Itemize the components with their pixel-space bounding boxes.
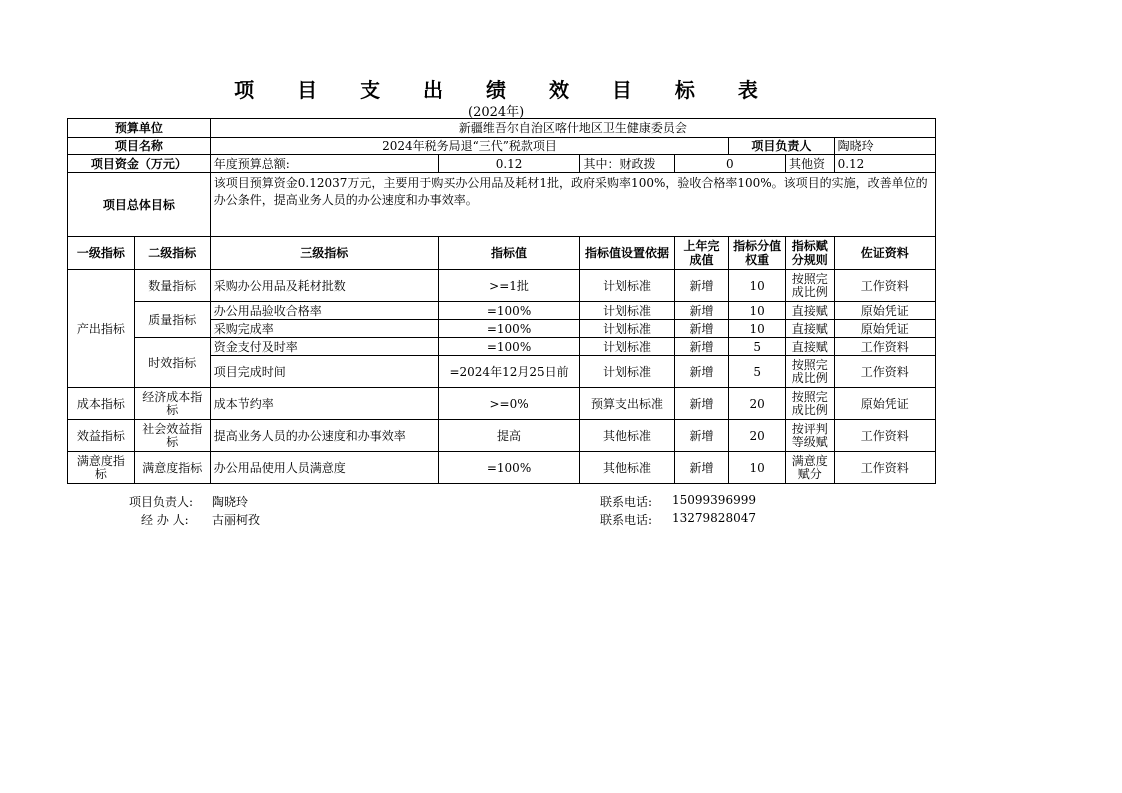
project-funds-label: 项目资金（万元）	[68, 155, 211, 173]
footer-phone-label-1: 联系电话:	[600, 495, 653, 509]
row-8-evidence: 工作资料	[834, 452, 935, 484]
footer-phone-label-2: 联系电话:	[600, 513, 653, 527]
other-funds-value: 0.12	[834, 155, 935, 173]
row-3-level3: 采购完成率	[210, 320, 438, 338]
row-3-evidence: 原始凭证	[834, 320, 935, 338]
row-4-rule: 直接赋	[785, 338, 834, 356]
level2-quantity: 数量指标	[134, 270, 210, 302]
row-7-basis: 其他标准	[580, 420, 674, 452]
row-5-rule: 按照完成比例	[785, 356, 834, 388]
row-3-value: =100%	[438, 320, 580, 338]
row-1-weight: 10	[729, 270, 786, 302]
row-8-last: 新增	[674, 452, 729, 484]
row-3-last: 新增	[674, 320, 729, 338]
row-6-last: 新增	[674, 388, 729, 420]
header-scoring-rule: 指标赋分规则	[785, 237, 834, 270]
project-leader-value: 陶晓玲	[834, 138, 935, 155]
row-7-last: 新增	[674, 420, 729, 452]
header-indicator-value: 指标值	[438, 237, 580, 270]
row-8-level3: 办公用品使用人员满意度	[210, 452, 438, 484]
row-5-evidence: 工作资料	[834, 356, 935, 388]
row-6-level3: 成本节约率	[210, 388, 438, 420]
row-8-rule: 满意度赋分	[785, 452, 834, 484]
budget-unit-value: 新疆维吾尔自治区喀什地区卫生健康委员会	[210, 119, 935, 138]
performance-target-table	[67, 118, 936, 484]
row-2-level3: 办公用品验收合格率	[210, 302, 438, 320]
header-weight: 指标分值权重	[729, 237, 786, 270]
header-evidence: 佐证资料	[834, 237, 935, 270]
row-2-last: 新增	[674, 302, 729, 320]
project-name-label: 项目名称	[68, 138, 211, 155]
footer-handler-label: 经 办 人:	[141, 513, 189, 527]
header-level3: 三级指标	[210, 237, 438, 270]
row-4-evidence: 工作资料	[834, 338, 935, 356]
header-level1: 一级指标	[68, 237, 135, 270]
level2-social-benefit: 社会效益指标	[134, 420, 210, 452]
level2-satisfaction: 满意度指标	[134, 452, 210, 484]
footer-phone-2: 13279828047	[672, 511, 756, 525]
level1-benefit: 效益指标	[68, 420, 135, 452]
row-7-weight: 20	[729, 420, 786, 452]
row-8-basis: 其他标准	[580, 452, 674, 484]
footer-leader-name: 陶晓玲	[212, 495, 249, 509]
level2-timeliness: 时效指标	[134, 338, 210, 388]
level2-quality: 质量指标	[134, 302, 210, 338]
row-2-basis: 计划标准	[580, 302, 674, 320]
row-1-value: >=1批	[438, 270, 580, 302]
annual-budget-value: 0.12	[438, 155, 580, 173]
row-3-weight: 10	[729, 320, 786, 338]
overall-goal-text: 该项目预算资金0.12037万元，主要用于购买办公用品及耗材1批，政府采购率100%，验收合格率100%。该项目的实施，改善单位的办公条件，提高业务人员的办公速度和办事效率。	[210, 173, 935, 237]
project-name-value: 2024年税务局退“三代”税款项目	[210, 138, 728, 155]
row-6-rule: 按照完成比例	[785, 388, 834, 420]
header-basis: 指标值设置依据	[580, 237, 674, 270]
level2-economic-cost: 经济成本指标	[134, 388, 210, 420]
row-1-evidence: 工作资料	[834, 270, 935, 302]
page-title: 项 目 支 出 绩 效 目 标 表	[234, 78, 776, 102]
row-6-basis: 预算支出标准	[580, 388, 674, 420]
footer-leader-label: 项目负责人:	[129, 495, 194, 509]
level1-output: 产出指标	[68, 270, 135, 388]
row-1-rule: 按照完成比例	[785, 270, 834, 302]
row-2-value: =100%	[438, 302, 580, 320]
row-4-basis: 计划标准	[580, 338, 674, 356]
row-2-evidence: 原始凭证	[834, 302, 935, 320]
annual-budget-label: 年度预算总额:	[210, 155, 438, 173]
row-3-rule: 直接赋	[785, 320, 834, 338]
fiscal-label: 其中：财政拨	[580, 155, 674, 173]
row-3-basis: 计划标准	[580, 320, 674, 338]
other-funds-label: 其他资	[785, 155, 834, 173]
row-4-last: 新增	[674, 338, 729, 356]
row-7-evidence: 工作资料	[834, 420, 935, 452]
row-1-basis: 计划标准	[580, 270, 674, 302]
row-6-evidence: 原始凭证	[834, 388, 935, 420]
level1-satisfaction: 满意度指标	[68, 452, 135, 484]
row-1-level3: 采购办公用品及耗材批数	[210, 270, 438, 302]
row-5-basis: 计划标准	[580, 356, 674, 388]
row-1-last: 新增	[674, 270, 729, 302]
row-5-level3: 项目完成时间	[210, 356, 438, 388]
budget-unit-label: 预算单位	[68, 119, 211, 138]
row-6-value: >=0%	[438, 388, 580, 420]
year-label: (2024年)	[468, 105, 525, 120]
row-8-value: =100%	[438, 452, 580, 484]
row-7-level3: 提高业务人员的办公速度和办事效率	[210, 420, 438, 452]
row-2-weight: 10	[729, 302, 786, 320]
header-last-year: 上年完成值	[674, 237, 729, 270]
header-level2: 二级指标	[134, 237, 210, 270]
footer-handler-name: 古丽柯孜	[212, 513, 261, 527]
level1-cost: 成本指标	[68, 388, 135, 420]
fiscal-value: 0	[674, 155, 785, 173]
row-5-weight: 5	[729, 356, 786, 388]
row-4-value: =100%	[438, 338, 580, 356]
row-7-rule: 按评判等级赋	[785, 420, 834, 452]
row-4-weight: 5	[729, 338, 786, 356]
row-6-weight: 20	[729, 388, 786, 420]
overall-goal-label: 项目总体目标	[68, 173, 211, 237]
row-5-value: =2024年12月25日前	[438, 356, 580, 388]
row-5-last: 新增	[674, 356, 729, 388]
row-8-weight: 10	[729, 452, 786, 484]
footer-phone-1: 15099396999	[672, 493, 756, 507]
row-4-level3: 资金支付及时率	[210, 338, 438, 356]
row-7-value: 提高	[438, 420, 580, 452]
row-2-rule: 直接赋	[785, 302, 834, 320]
project-leader-label: 项目负责人	[729, 138, 834, 155]
